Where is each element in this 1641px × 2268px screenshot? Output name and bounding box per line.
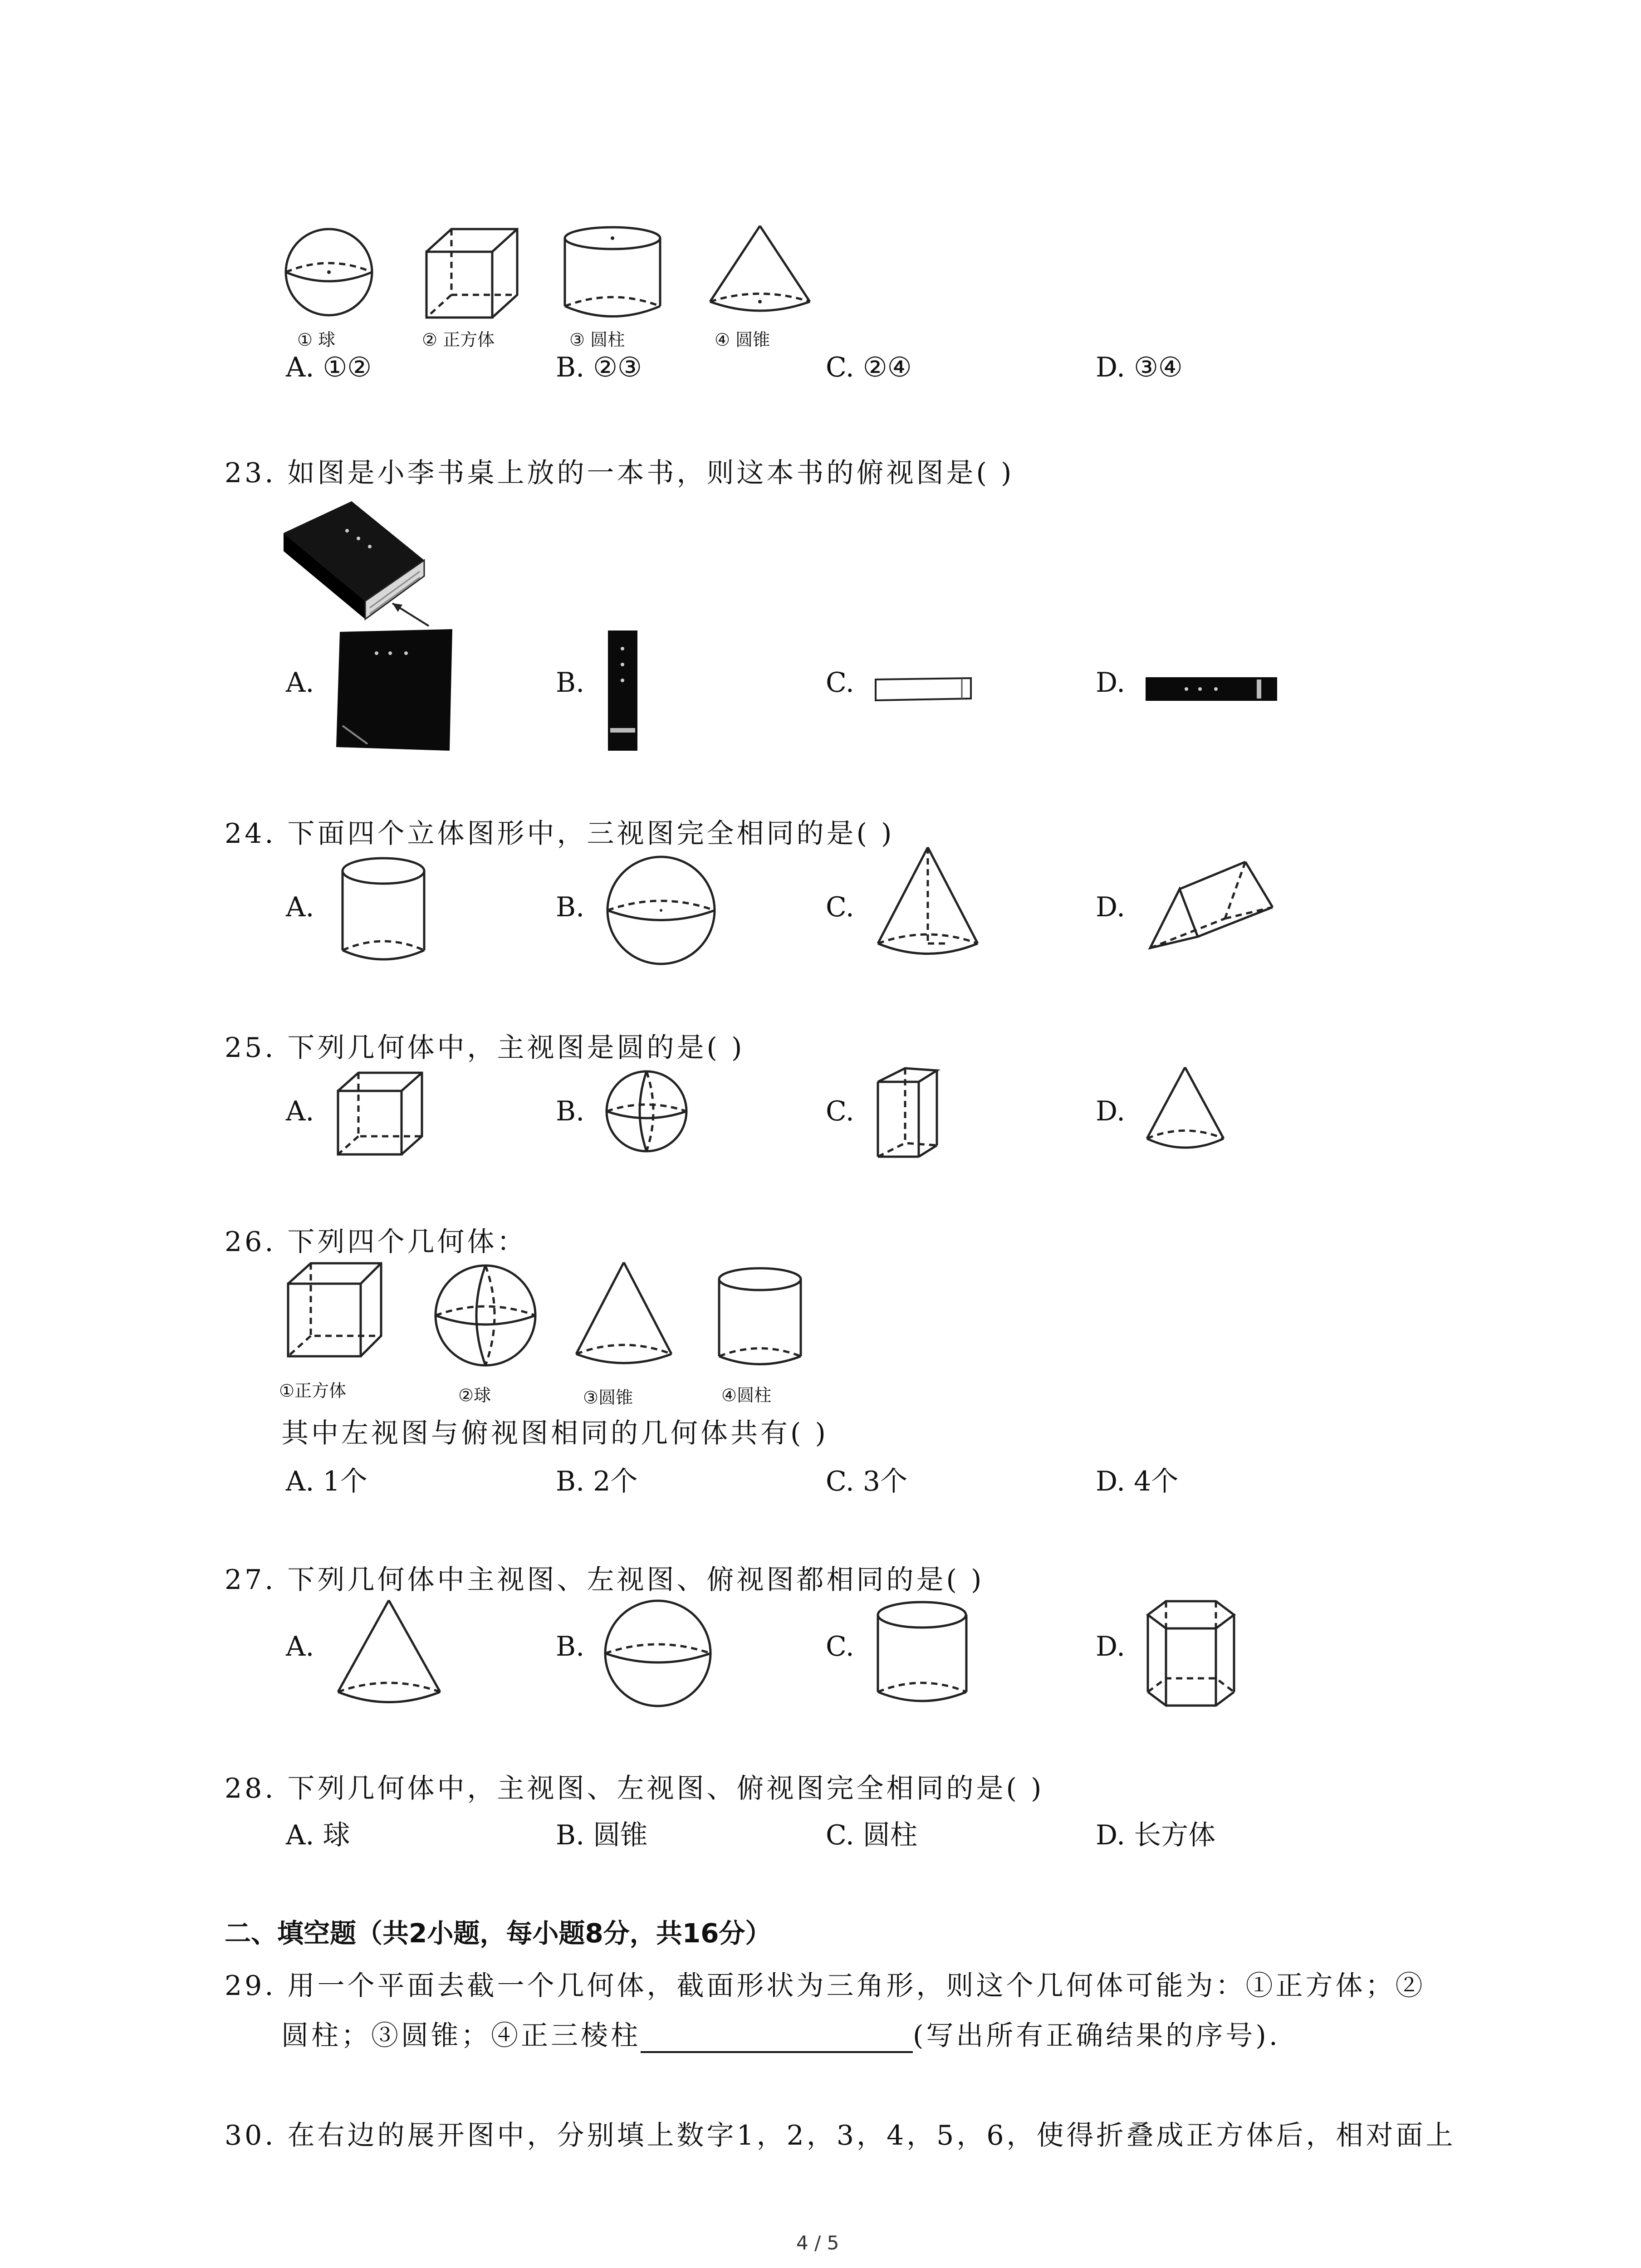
cube-figure bbox=[284, 1259, 386, 1361]
q28-option-b[interactable]: B. 圆锥 bbox=[556, 1819, 648, 1851]
triangular-prism-figure[interactable] bbox=[873, 1064, 941, 1161]
top-view-c-image[interactable] bbox=[873, 676, 975, 703]
q28-stem: 28. 下列几何体中，主视图、左视图、俯视图完全相同的是( ) bbox=[225, 1773, 1044, 1804]
sphere-figure[interactable] bbox=[603, 1068, 690, 1154]
q26-caption-1: ①正方体 bbox=[279, 1381, 347, 1401]
q22-option-a[interactable]: A. ①② bbox=[286, 352, 372, 383]
book-photo-icon bbox=[279, 497, 433, 628]
triangular-prism-figure[interactable] bbox=[1146, 857, 1277, 955]
q22-option-d[interactable]: D. ③④ bbox=[1096, 352, 1183, 383]
q29-text-before-blank: 圆柱；③圆锥；④正三棱柱 bbox=[281, 2020, 641, 2052]
cylinder-figure[interactable] bbox=[338, 855, 429, 968]
q24-option-a[interactable]: A. bbox=[286, 891, 314, 923]
q23-option-b[interactable]: B. bbox=[556, 667, 585, 699]
q29-line-2 bbox=[281, 2014, 1280, 2053]
q28-option-c[interactable]: C. 圆柱 bbox=[826, 1819, 917, 1851]
q29-answer-blank[interactable] bbox=[641, 2023, 913, 2053]
q26-option-c[interactable]: C. 3个 bbox=[826, 1466, 908, 1497]
sphere-figure bbox=[281, 227, 377, 322]
q26-caption-3: ③圆锥 bbox=[583, 1388, 633, 1408]
q23-option-a[interactable]: A. bbox=[286, 667, 314, 699]
q24-option-b[interactable]: B. bbox=[556, 891, 585, 923]
top-view-a-image[interactable] bbox=[333, 628, 456, 753]
q22-caption-3: ③ 圆柱 bbox=[569, 330, 625, 350]
q28-option-a[interactable]: A. 球 bbox=[286, 1819, 350, 1851]
q25-option-b[interactable]: B. bbox=[556, 1095, 585, 1127]
q26-stem: 26. 下列四个几何体： bbox=[225, 1226, 527, 1258]
q22-caption-1: ① 球 bbox=[297, 330, 336, 350]
q25-option-d[interactable]: D. bbox=[1096, 1095, 1126, 1127]
q29-text-after-blank: (写出所有正确结果的序号). bbox=[913, 2020, 1280, 2052]
q23-stem: 23. 如图是小李书桌上放的一本书，则这本书的俯视图是( ) bbox=[225, 457, 1014, 489]
cone-figure[interactable] bbox=[1143, 1064, 1227, 1161]
cone-figure bbox=[572, 1259, 676, 1374]
cube-figure[interactable] bbox=[333, 1068, 424, 1159]
cone-figure[interactable] bbox=[873, 844, 982, 971]
q30-line-1: 30. 在右边的展开图中，分别填上数字1，2，3，4，5，6，使得折叠成正方体后，相对面上 bbox=[225, 2120, 1456, 2151]
sphere-figure[interactable] bbox=[603, 853, 719, 968]
cone-figure[interactable] bbox=[333, 1597, 445, 1712]
cylinder-figure bbox=[560, 225, 665, 324]
q26-caption-2: ②球 bbox=[458, 1385, 491, 1405]
q27-stem: 27. 下列几何体中主视图、左视图、俯视图都相同的是( ) bbox=[225, 1564, 985, 1596]
q26-option-d[interactable]: D. 4个 bbox=[1096, 1466, 1179, 1497]
sphere-figure[interactable] bbox=[601, 1597, 715, 1710]
q22-option-b[interactable]: B. ②③ bbox=[556, 352, 642, 383]
q22-option-c[interactable]: C. ②④ bbox=[826, 352, 912, 383]
q26-option-b[interactable]: B. 2个 bbox=[556, 1466, 638, 1497]
q23-option-c[interactable]: C. bbox=[826, 667, 854, 699]
q29-line-1: 29. 用一个平面去截一个几何体，截面形状为三角形，则这个几何体可能为：①正方体；② bbox=[225, 1970, 1425, 2002]
cube-figure bbox=[422, 225, 522, 324]
q24-stem: 24. 下面四个立体图形中，三视图完全相同的是( ) bbox=[225, 818, 895, 850]
q26-caption-4: ④圆柱 bbox=[721, 1385, 772, 1405]
q22-caption-2: ② 正方体 bbox=[422, 330, 495, 350]
q23-option-d[interactable]: D. bbox=[1096, 667, 1126, 699]
top-view-d-image[interactable] bbox=[1143, 675, 1279, 703]
q25-option-c[interactable]: C. bbox=[826, 1095, 854, 1127]
sphere-figure bbox=[431, 1261, 540, 1370]
top-view-b-image[interactable] bbox=[606, 628, 640, 753]
q24-option-d[interactable]: D. bbox=[1096, 891, 1126, 923]
cylinder-figure bbox=[715, 1266, 805, 1372]
hexagonal-prism-figure[interactable] bbox=[1141, 1597, 1239, 1712]
q28-option-d[interactable]: D. 长方体 bbox=[1096, 1819, 1216, 1851]
q24-option-c[interactable]: C. bbox=[826, 891, 854, 923]
page-number: 4 / 5 bbox=[796, 2232, 839, 2254]
q25-option-a[interactable]: A. bbox=[286, 1095, 314, 1127]
q27-option-b[interactable]: B. bbox=[556, 1631, 585, 1662]
q27-option-c[interactable]: C. bbox=[826, 1631, 854, 1662]
q27-option-d[interactable]: D. bbox=[1096, 1631, 1126, 1662]
q26-subquestion: 其中左视图与俯视图相同的几何体共有( ) bbox=[281, 1418, 828, 1449]
cylinder-figure[interactable] bbox=[873, 1599, 971, 1710]
q27-option-a[interactable]: A. bbox=[286, 1631, 314, 1662]
q22-caption-4: ④ 圆锥 bbox=[715, 330, 770, 350]
q26-option-a[interactable]: A. 1个 bbox=[286, 1466, 367, 1497]
section-title: 二、填空题（共2小题，每小题8分，共16分） bbox=[225, 1918, 772, 1949]
q25-stem: 25. 下列几何体中，主视图是圆的是( ) bbox=[225, 1032, 745, 1064]
cone-figure bbox=[705, 222, 814, 324]
